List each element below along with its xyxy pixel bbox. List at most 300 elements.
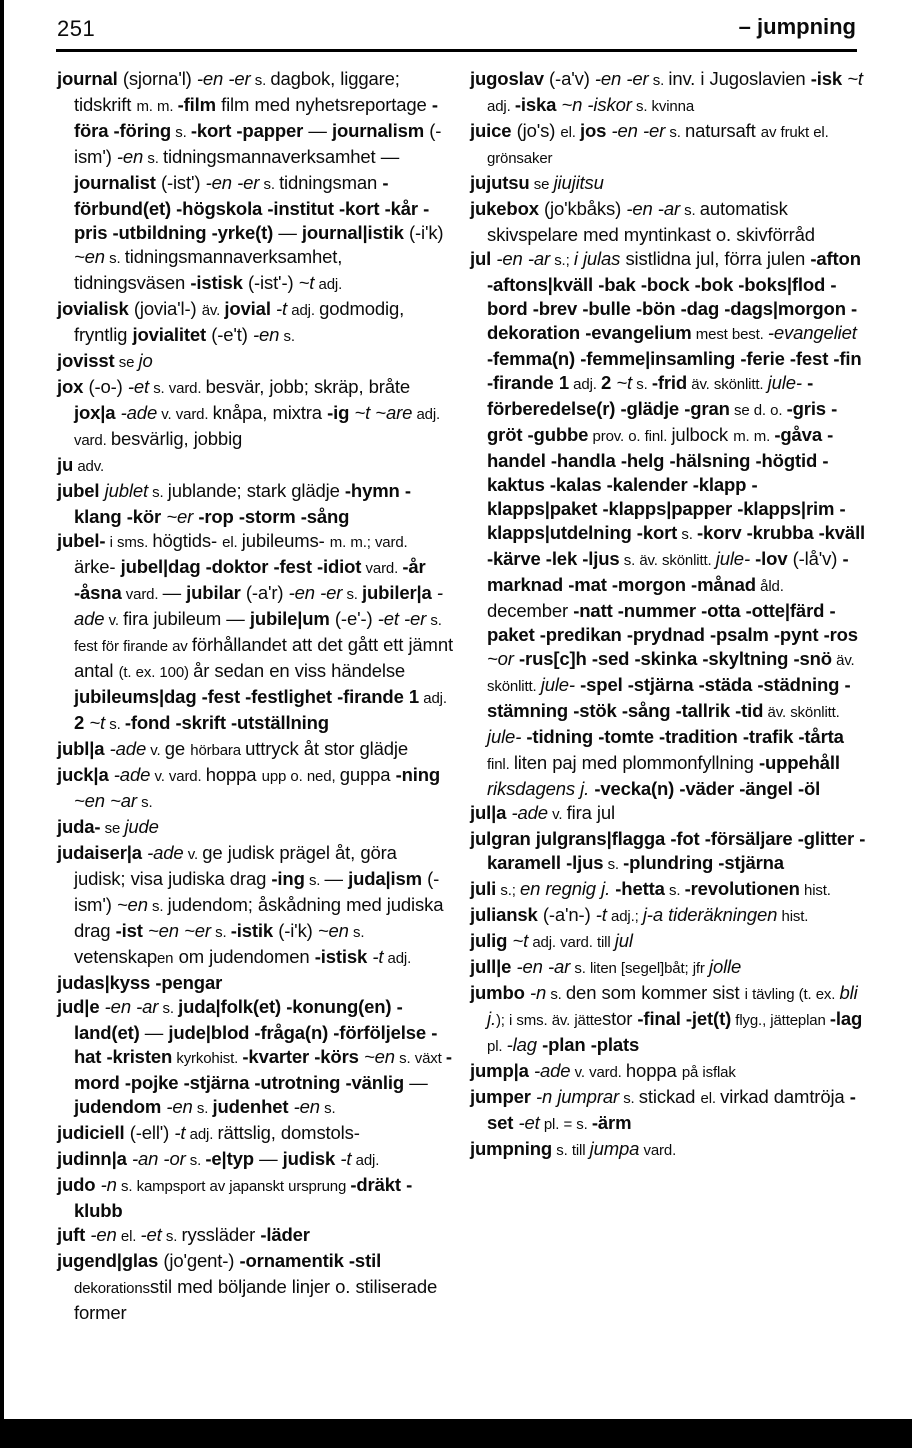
entry-segment: el. <box>560 124 581 141</box>
entry-segment: jujutsu <box>470 172 530 193</box>
entry-segment: -ade <box>109 738 147 759</box>
entry-segment: -istisk <box>190 272 243 293</box>
dictionary-entry <box>57 453 453 479</box>
entry-segment: j-a tideräkningen <box>642 904 778 925</box>
entry-segment: -ärm <box>591 1112 632 1133</box>
scan-edge-left <box>0 0 4 1448</box>
entry-segment: adv. <box>73 458 104 475</box>
entry-segment: journal|istik <box>301 222 404 243</box>
entry-segment: -kvarter -körs <box>242 1046 359 1067</box>
entry-segment: s.; <box>496 882 520 899</box>
entry-segment: år sedan en viss händelse <box>193 660 406 681</box>
entry-segment: vetenskap <box>74 946 157 967</box>
entry-segment: s. <box>143 150 164 167</box>
entry-segment: -ade <box>120 402 158 423</box>
entry-segment: adj. <box>351 1152 380 1169</box>
entry-segment: s. fest för firande av <box>74 612 442 655</box>
entry-segment: hörbara <box>190 742 246 759</box>
entry-segment: (jovia'l-) <box>128 298 202 319</box>
entry-segment: -gris -gröt -gubbe <box>487 398 838 445</box>
entry-segment: -en -ar <box>516 956 571 977</box>
entry-segment: -en <box>116 146 144 167</box>
entry-segment: s.; <box>549 252 574 269</box>
entry-segment: ~t <box>512 930 529 951</box>
entry-segment: jule- <box>540 674 575 695</box>
entry-segment: ryssläder <box>181 1224 261 1245</box>
entry-segment: jugoslav <box>470 68 544 89</box>
entry-segment: s. <box>259 176 280 193</box>
entry-segment: jubile|um <box>249 608 330 629</box>
entry-segment: s. <box>648 72 669 89</box>
dictionary-entry <box>470 247 866 801</box>
entry-segment: jud|e <box>57 996 100 1017</box>
dictionary-entry <box>57 1121 453 1147</box>
entry-segment: ~t <box>298 272 315 293</box>
entry-segment: v. <box>547 806 567 823</box>
entry-segment: ~en ~ar <box>74 790 137 811</box>
entry-segment: (-i'k) <box>273 920 318 941</box>
dictionary-entry <box>470 981 866 1059</box>
entry-segment: juice <box>470 120 512 141</box>
entry-segment: jule- <box>715 548 750 569</box>
entry-segment: jukebox <box>470 198 539 219</box>
entry-segment: s. <box>185 1152 206 1169</box>
entry-segment: -gåva -handel -handla -helg -hälsning -högtid -kaktus -kalas -kalender -klapp -klapps|paket -klapps|papper -klapps|rim -klapps|utdelning -kort <box>487 424 846 543</box>
entry-segment: -evangeliet <box>767 322 857 343</box>
entry-segment: — <box>162 582 187 603</box>
entry-segment: (-lå'v) <box>787 548 843 569</box>
entry-segment: s. liten [segel]båt; jfr <box>570 960 709 977</box>
entry-segment: dagbok, liggare; tidskrift <box>74 68 400 115</box>
entry-segment: pl. = s. <box>539 1116 592 1133</box>
entry-segment: liten paj med plommonfyllning <box>513 752 759 773</box>
entry-segment: (-e'-) <box>329 608 378 629</box>
entry-segment: äv. <box>201 302 225 319</box>
entry-segment: judiciell <box>57 1122 125 1143</box>
entry-segment: -et <box>518 1112 540 1133</box>
entry-segment: -final -jet(t) <box>637 1008 732 1029</box>
entry-segment: (-o-) <box>83 376 128 397</box>
entry-segment: (-e't) <box>206 324 253 345</box>
entry-segment: godmodig, fryntlig <box>74 298 405 345</box>
entry-segment: jumpning <box>470 1138 553 1159</box>
entry-segment: -lov <box>755 548 788 569</box>
entry-segment: adj. <box>314 276 343 293</box>
entry-segment: — <box>404 1072 428 1093</box>
entry-segment: se <box>100 820 125 837</box>
entry-segment: juliansk <box>470 904 538 925</box>
entry-segment: ~or <box>487 648 514 669</box>
entry-segment: -t <box>595 904 607 925</box>
entry-segment: i sms. <box>105 534 153 551</box>
entry-segment: el. <box>222 534 242 551</box>
entry-segment: -plundring -stjärna <box>623 852 784 873</box>
entry-segment: v. vard. <box>150 768 206 785</box>
entry-segment: s. <box>161 1228 182 1245</box>
entry-segment: -film <box>177 94 216 115</box>
entry-segment: -en -er <box>196 68 251 89</box>
entry-segment: juda|folk(et) -konung(en) -land(et) <box>74 996 403 1043</box>
entry-segment: -et -er <box>377 608 427 629</box>
entry-segment: -isk <box>810 68 843 89</box>
entry-segment: vard. <box>121 586 163 603</box>
entry-segment: vard. <box>361 560 403 577</box>
entry-segment: — <box>273 222 302 243</box>
entry-segment: jubileums|dag -fest -festlighet -firande 1 <box>74 686 420 707</box>
entry-segment: -en -er <box>594 68 649 89</box>
entry-segment: ge judisk prägel åt, göra judisk; visa judiska drag <box>74 842 397 889</box>
entry-segment: — <box>324 868 349 889</box>
entry-segment: s. <box>171 124 191 141</box>
dictionary-entry <box>57 1173 453 1223</box>
dictionary-entry <box>470 877 866 903</box>
entry-segment: högtids- <box>152 530 223 551</box>
entry-segment: på isflak <box>681 1064 736 1081</box>
entry-segment: ~t ~are <box>354 402 413 423</box>
entry-segment: (sjorna'l) <box>117 68 197 89</box>
entry-segment: jovialitet <box>132 324 207 345</box>
entry-segment: s. <box>618 1090 639 1107</box>
entry-segment: i tävling (t. ex. <box>744 986 840 1003</box>
entry-segment: -t <box>372 946 384 967</box>
entry-segment: jiujitsu <box>553 172 604 193</box>
entry-segment: -plan -plats <box>542 1034 640 1055</box>
entry-segment: -förberedelse(r) -glädje -gran <box>487 372 814 419</box>
entry-segment: hoppa <box>205 764 262 785</box>
entry-segment: -et <box>127 376 149 397</box>
entry-segment: (jo's) <box>511 120 561 141</box>
entry-segment: jublet <box>104 480 148 501</box>
entry-segment: -ist <box>115 920 143 941</box>
dictionary-entry <box>57 971 453 995</box>
entry-segment: jubiler|a <box>362 582 432 603</box>
entry-segment: december <box>487 600 574 621</box>
dictionary-entry <box>57 763 453 815</box>
entry-segment: judas|kyss -pengar <box>57 972 223 993</box>
entry-segment: jule- <box>487 726 522 747</box>
entry-segment: -an -or <box>131 1148 186 1169</box>
entry-segment: stil med böljande linjer o. stiliserade former <box>74 1276 438 1323</box>
entry-segment: 2 <box>74 712 85 733</box>
entry-segment: s. vard. <box>148 380 206 397</box>
entry-segment: rättslig, domstols- <box>217 1122 360 1143</box>
entry-segment: s. <box>304 872 325 889</box>
guide-word: – jumpning <box>738 14 856 39</box>
entry-segment: s. <box>603 856 624 873</box>
entry-segment: jubilar <box>186 582 241 603</box>
entry-segment: s. <box>210 924 231 941</box>
entry-segment: -e|typ <box>205 1148 254 1169</box>
entry-segment: -rus[c]h -sed -skinka -skyltning -snö <box>519 648 832 669</box>
entry-segment: -en <box>252 324 280 345</box>
entry-segment: -år -åsna <box>74 556 426 603</box>
entry-segment: (-i'k) <box>403 222 444 243</box>
entry-segment: adj. vard. <box>74 406 441 449</box>
dictionary-entry <box>470 955 866 981</box>
dictionary-entry <box>57 737 453 763</box>
entry-segment: knåpa, mixtra <box>212 402 328 423</box>
entry-segment: i julas <box>573 248 621 269</box>
entry-segment: s. äv. skönlitt. <box>619 552 716 569</box>
entry-segment: jovisst <box>57 350 115 371</box>
entry-segment: -set <box>487 1086 856 1133</box>
dictionary-entry <box>470 1059 866 1085</box>
entry-segment: guppa <box>339 764 396 785</box>
entry-segment: s. <box>664 882 685 899</box>
entry-segment: -hymn -klang -kör <box>74 480 411 527</box>
entry-segment: se <box>529 176 554 193</box>
entry-segment: jude <box>124 816 159 837</box>
entry-segment: -frid <box>651 372 688 393</box>
dictionary-entry <box>470 1085 866 1137</box>
entry-segment: s. <box>192 1100 213 1117</box>
entry-segment: mest best. <box>691 326 768 343</box>
entry-segment: adj. <box>487 98 515 115</box>
entry-segment: förhållandet att det gått ett jämnt antal <box>74 634 453 681</box>
entry-segment: jugend|glas <box>57 1250 159 1271</box>
dictionary-entry <box>470 119 866 171</box>
entry-segment: -marknad -mat -morgon -månad <box>487 548 849 595</box>
entry-segment: bli j. <box>487 982 858 1029</box>
entry-segment: v. <box>104 612 124 629</box>
entry-segment: (-ell') <box>124 1122 175 1143</box>
entry-segment: juft <box>57 1224 86 1245</box>
entry-segment: -föra -föring <box>74 94 438 141</box>
entry-segment: s. <box>136 794 153 811</box>
entry-segment: adj. <box>287 302 320 319</box>
entry-segment: -dräkt -klubb <box>74 1174 413 1221</box>
entry-segment: -fond -skrift -utställning <box>124 712 329 733</box>
entry-segment: jude|blod -fråga(n) -förföljelse -hat -kristen <box>74 1022 438 1067</box>
entry-segment: s. kampsport av japanskt ursprung <box>116 1178 351 1195</box>
entry-segment: jo <box>138 350 153 371</box>
entry-segment: — <box>139 1022 169 1043</box>
entry-segment: judinn|a <box>57 1148 127 1169</box>
dictionary-entry <box>470 929 866 955</box>
entry-segment: v. vard. <box>570 1064 626 1081</box>
dictionary-entry <box>470 67 866 119</box>
entry-segment: -ig <box>327 402 350 423</box>
entry-segment: adj.; <box>606 908 643 925</box>
entry-segment: ~en <box>74 246 105 267</box>
entry-segment: s. <box>147 898 168 915</box>
entry-segment: juck|a <box>57 764 109 785</box>
entry-segment: fira jubileum — <box>123 608 250 629</box>
entry-segment: hist. <box>799 882 831 899</box>
entry-segment: stickad <box>638 1086 701 1107</box>
entry-segment: besvär, jobb; skräp, bråte <box>205 376 411 397</box>
entry-segment: julgran julgrans|flagga -fot -försäljare -glitter -karamell -ljus <box>470 828 866 873</box>
dictionary-entry <box>57 841 453 971</box>
dictionary-entry <box>470 903 866 929</box>
entry-segment: virkad damtröja <box>720 1086 850 1107</box>
entry-segment: -en -ar <box>626 198 680 219</box>
entry-segment: jumper <box>470 1086 531 1107</box>
entry-segment: se <box>114 354 139 371</box>
entry-segment: den som kommer sist <box>565 982 745 1003</box>
entry-segment: m. m. <box>733 428 775 445</box>
entry-segment: om judendomen <box>173 946 315 967</box>
entry-segment: jubel- <box>57 530 106 551</box>
entry-segment: -t <box>174 1122 186 1143</box>
entry-segment: automatisk skivspelare med myntinkast o. skivförråd <box>487 198 815 245</box>
entry-segment: — <box>303 120 332 141</box>
entry-segment: s. <box>104 250 125 267</box>
entry-segment: jump|a <box>470 1060 529 1081</box>
dictionary-entry <box>57 815 453 841</box>
entry-segment: (-ism') <box>74 868 440 915</box>
entry-segment: -en -ar <box>496 248 550 269</box>
entry-segment: pl. <box>487 1038 507 1055</box>
entry-segment: el. <box>116 1228 141 1245</box>
entry-segment: -lag <box>506 1034 537 1055</box>
entry-segment: -korv -krubba -kväll -kärve -lek -ljus <box>487 522 866 569</box>
entry-segment: stor <box>601 1008 638 1029</box>
entry-segment: s. <box>677 526 697 543</box>
entry-segment: -ornamentik -stil <box>239 1250 382 1271</box>
entry-segment: s. växt <box>394 1050 446 1067</box>
entry-segment: tidningsman <box>279 172 383 193</box>
entry-segment: -istisk <box>314 946 368 967</box>
entry-segment: (-a'n-) <box>537 904 596 925</box>
entry-segment: journalism <box>331 120 425 141</box>
entry-segment: ~t <box>847 68 863 89</box>
entry-segment: -en -ar <box>104 996 159 1017</box>
entry-segment: -en <box>166 1096 193 1117</box>
entry-segment: ärke- <box>74 556 121 577</box>
entry-segment: (-ist') <box>155 172 206 193</box>
entry-segment: jul <box>470 248 492 269</box>
entry-segment: (t. ex. 100) <box>118 664 194 681</box>
entry-segment: s. <box>147 484 168 501</box>
entry-segment: s. <box>546 986 566 1003</box>
dictionary-entry <box>57 995 453 1121</box>
entry-segment: journal <box>57 68 118 89</box>
entry-segment: -ade <box>113 764 151 785</box>
entry-segment: ~er <box>166 506 194 527</box>
entry-segment: -natt -nummer -otta -otte|färd -paket -predikan -prydnad -psalm -pynt -ros <box>487 600 858 645</box>
dictionary-entry <box>470 1137 866 1163</box>
entry-segment: (-a'v) <box>543 68 595 89</box>
entry-segment: s. <box>342 586 363 603</box>
entry-segment: -en -er <box>288 582 343 603</box>
entry-segment: (-a'r) <box>240 582 289 603</box>
entry-segment: sistlidna jul, förra julen <box>620 248 811 269</box>
entry-segment: upp o. ned, <box>261 768 340 785</box>
entry-segment: juli <box>470 878 497 899</box>
entry-segment: adj. <box>568 376 601 393</box>
dictionary-entry <box>57 1147 453 1173</box>
entry-segment: adj. <box>383 950 412 967</box>
entry-segment: jubel|dag -doktor -fest -idiot <box>120 556 362 577</box>
entry-segment: -en <box>90 1224 117 1245</box>
entry-segment: jul|a <box>470 802 507 823</box>
entry-segment: s. <box>279 328 295 345</box>
entry-segment: s. <box>319 1100 336 1117</box>
entry-segment: ); i sms. äv. jätte <box>495 1012 602 1029</box>
dictionary-entry <box>57 67 453 297</box>
entry-segment: jumbo <box>470 982 525 1003</box>
entry-segment: — <box>253 1148 283 1169</box>
entry-segment: -revolutionen <box>684 878 800 899</box>
entry-segment: en <box>156 950 174 967</box>
entry-segment: julig <box>470 930 508 951</box>
entry-segment: -kort -papper <box>190 120 304 141</box>
entry-segment: judaiser|a <box>57 842 142 863</box>
entry-segment: ju <box>57 454 74 475</box>
entry-segment: (jo'gent-) <box>158 1250 240 1271</box>
entry-segment: -läder <box>260 1224 310 1245</box>
entry-segment: -ade <box>74 582 443 629</box>
entry-segment: -lag <box>829 1008 863 1029</box>
entry-segment: -istik <box>230 920 274 941</box>
entry-segment: ~en ~er <box>147 920 211 941</box>
entry-segment: prov. o. finl. <box>588 428 672 445</box>
entry-segment: -spel -stjärna -städa -städning -stämning -stök -sång -tallrik -tid <box>487 674 851 721</box>
entry-segment: -en <box>293 1096 320 1117</box>
entry-segment: -iska <box>514 94 557 115</box>
entry-segment: jubl|a <box>57 738 105 759</box>
entry-segment: jul <box>614 930 633 951</box>
entry-segment: -et <box>140 1224 162 1245</box>
entry-segment: vard. <box>639 1142 677 1159</box>
entry-segment: -en -er <box>611 120 666 141</box>
entry-segment: jos <box>580 120 607 141</box>
entry-segment: jull|e <box>470 956 512 977</box>
entry-segment: judisk <box>282 1148 336 1169</box>
entry-segment: inv. i Jugoslavien <box>668 68 811 89</box>
entry-segment: riksdagens j. <box>487 778 590 799</box>
dictionary-entry <box>57 529 453 737</box>
entry-segment: -hetta <box>615 878 665 899</box>
entry-segment: av frukt el. grönsaker <box>487 124 829 167</box>
dictionary-entry <box>57 297 453 349</box>
dictionary-entry <box>57 349 453 375</box>
entry-segment: finl. <box>487 756 514 773</box>
entry-segment: ~n -iskor <box>561 94 632 115</box>
entry-segment: flyg., jätteplan <box>731 1012 830 1029</box>
entry-segment: (jo'kbåks) <box>538 198 627 219</box>
entry-segment: åld. <box>755 578 784 595</box>
dictionary-entry <box>470 197 866 247</box>
entry-segment: -vecka(n) -väder -ängel -öl <box>594 778 821 799</box>
entry-segment: v. vard. <box>157 406 213 423</box>
entry-segment: jule- <box>767 372 802 393</box>
entry-segment: jox <box>57 376 84 397</box>
entry-segment: natursaft <box>684 120 761 141</box>
entry-segment: äv. skönlitt. <box>687 376 768 393</box>
entry-segment: -ning <box>395 764 441 785</box>
entry-segment: s. kvinna <box>631 98 695 115</box>
entry-segment: jubel <box>57 480 100 501</box>
entry-segment: adj. <box>419 690 447 707</box>
entry-segment: el. <box>700 1090 721 1107</box>
entry-segment: ~en <box>317 920 349 941</box>
entry-segment: judenhet <box>212 1096 289 1117</box>
entry-segment: s. <box>250 72 271 89</box>
entry-segment: m. m.; vard. <box>329 534 408 551</box>
entry-segment: dekorations <box>74 1280 150 1297</box>
entry-segment: en regnig j. <box>519 878 611 899</box>
entry-segment: -femma(n) -femme|insamling -ferie -fest -fin -firande 1 <box>487 348 862 393</box>
entry-segment: julbock <box>671 424 734 445</box>
entry-segment: kyrkohist. <box>172 1050 243 1067</box>
entry-segment: -n jumprar <box>535 1086 619 1107</box>
entry-segment: -en -er <box>205 172 260 193</box>
entry-segment: s. till <box>552 1142 590 1159</box>
scan-edge-bottom <box>0 1419 912 1448</box>
entry-segment: judendom <box>74 1096 162 1117</box>
